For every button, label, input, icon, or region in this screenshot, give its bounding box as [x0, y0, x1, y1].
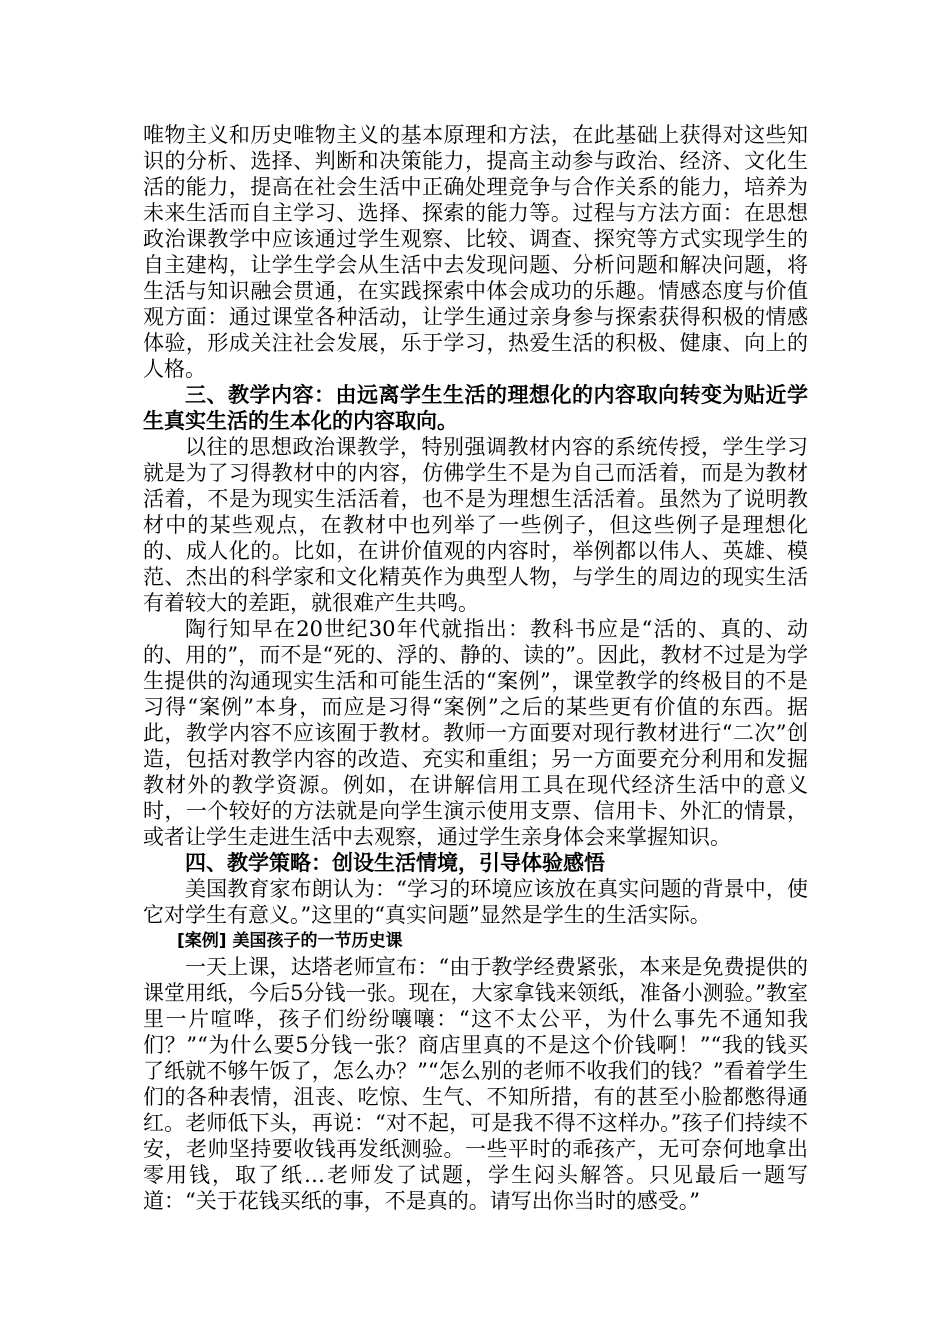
case-title: [案例] 美国孩子的一节历史课	[177, 931, 403, 951]
document-page	[143, 122, 808, 1214]
paragraph-case-story: 一天上课，达塔老师宣布：“由于教学经费紧张，本来是免费提供的课堂用纸，今后5分钱一张。现在，大家拿钱来领纸，准备小测验。”教室里一片喧哗，孩子们纷纷嚷嚷：“这不太公平，为什么事先不通知我们？”“为什么要5分钱一张？商店里真的不是这个价钱啊！”“我的钱买了纸就不够午饭了，怎么办？”“怎么别的老师不收我们的钱？”看着学生们的各种表情，沮丧、吃惊、生气、不知所措，有的甚至小脸都憋得通红。老师低下头，再说：“对不起，可是我不得不这样办。”孩子们持续不安，老帅坚持要收钱再发纸测验。一些平时的乖孩产，无可奈何地拿出零用钱，取了纸…老师发了试题，学生闷头解答。只见最后一题写道：“关于花钱买纸的事，不是真的。请写出你当时的感受。”	[143, 955, 808, 1213]
paragraph-brown-quote: 美国教育家布朗认为：“学习的环境应该放在真实问题的背景中，使它对学生有意义。”这里的“真实问题”显然是学生的生活实际。	[143, 877, 808, 927]
section-heading-teaching-strategy: 四、教学策略：创设生活情境，引导体验感悟	[185, 851, 605, 875]
paragraph-continuation: 唯物主义和历史唯物主义的基本原理和方法，在此基础上获得对这些知识的分析、选择、判断和决策能力，提高主动参与政治、经济、文化生活的能力，提高在社会生活中正确处理竞争与合作关系的能力，培养为未来生活而自主学习、选择、探索的能力等。过程与方法方面：在思想政治课教学中应该通过学生观察、比较、调查、探究等方式实现学生的自主建构，让学生学会从生活中去发现问题、分析问题和解决问题，将生活与知识融会贯通，在实践探索中体会成功的乐趣。情感态度与价值观方面：通过课堂各种活动，让学生通过亲身参与探索获得积极的情感体验，形成关注社会发展，乐于学习，热爱生活的积极、健康、向上的人格。	[143, 123, 808, 381]
paragraph-past-teaching: 以往的思想政治课教学，特别强调教材内容的系统传授，学生学习就是为了习得教材中的内容，仿佛学生不是为自己而活着，而是为教材活着，不是为现实生活活着，也不是为理想生活活着。虽然为了说明教材中的某些观点，在教材中也列举了一些例子，但这些例子是理想化的、成人化的。比如，在讲价值观的内容时，举例都以伟人、英雄、模范、杰出的科学家和文化精英作为典型人物，与学生的周边的现实生活有着较大的差距，就很难产生共鸣。	[143, 435, 808, 615]
paragraph-tao-xingzhi: 陶行知早在20世纪30年代就指出：教科书应是“活的、真的、动的、用的”，而不是“死的、浮的、静的、读的”。因此，教材不过是为学生提供的沟通现实生活和可能生活的“案例”，课堂教学的终极目的不是习得“案例”本身，而应是习得“案例”之后的某些更有价值的东西。据此，教学内容不应该囿于教材。教师一方面要对现行教材进行“二次”创造，包括对教学内容的改造、充实和重组；另一方面要充分利用和发掘教材外的教学资源。例如，在讲解信用工具在现代经济生活中的意义时，一个较好的方法就是向学生演示使用支票、信用卡、外汇的情景，或者让学生走进生活中去观察，通过学生亲身体会来掌握知识。	[143, 617, 808, 849]
section-heading-teaching-content: 三、教学内容：由远离学生生活的理想化的内容取向转变为贴近学生真实生活的生本化的内容取向。	[143, 383, 808, 433]
